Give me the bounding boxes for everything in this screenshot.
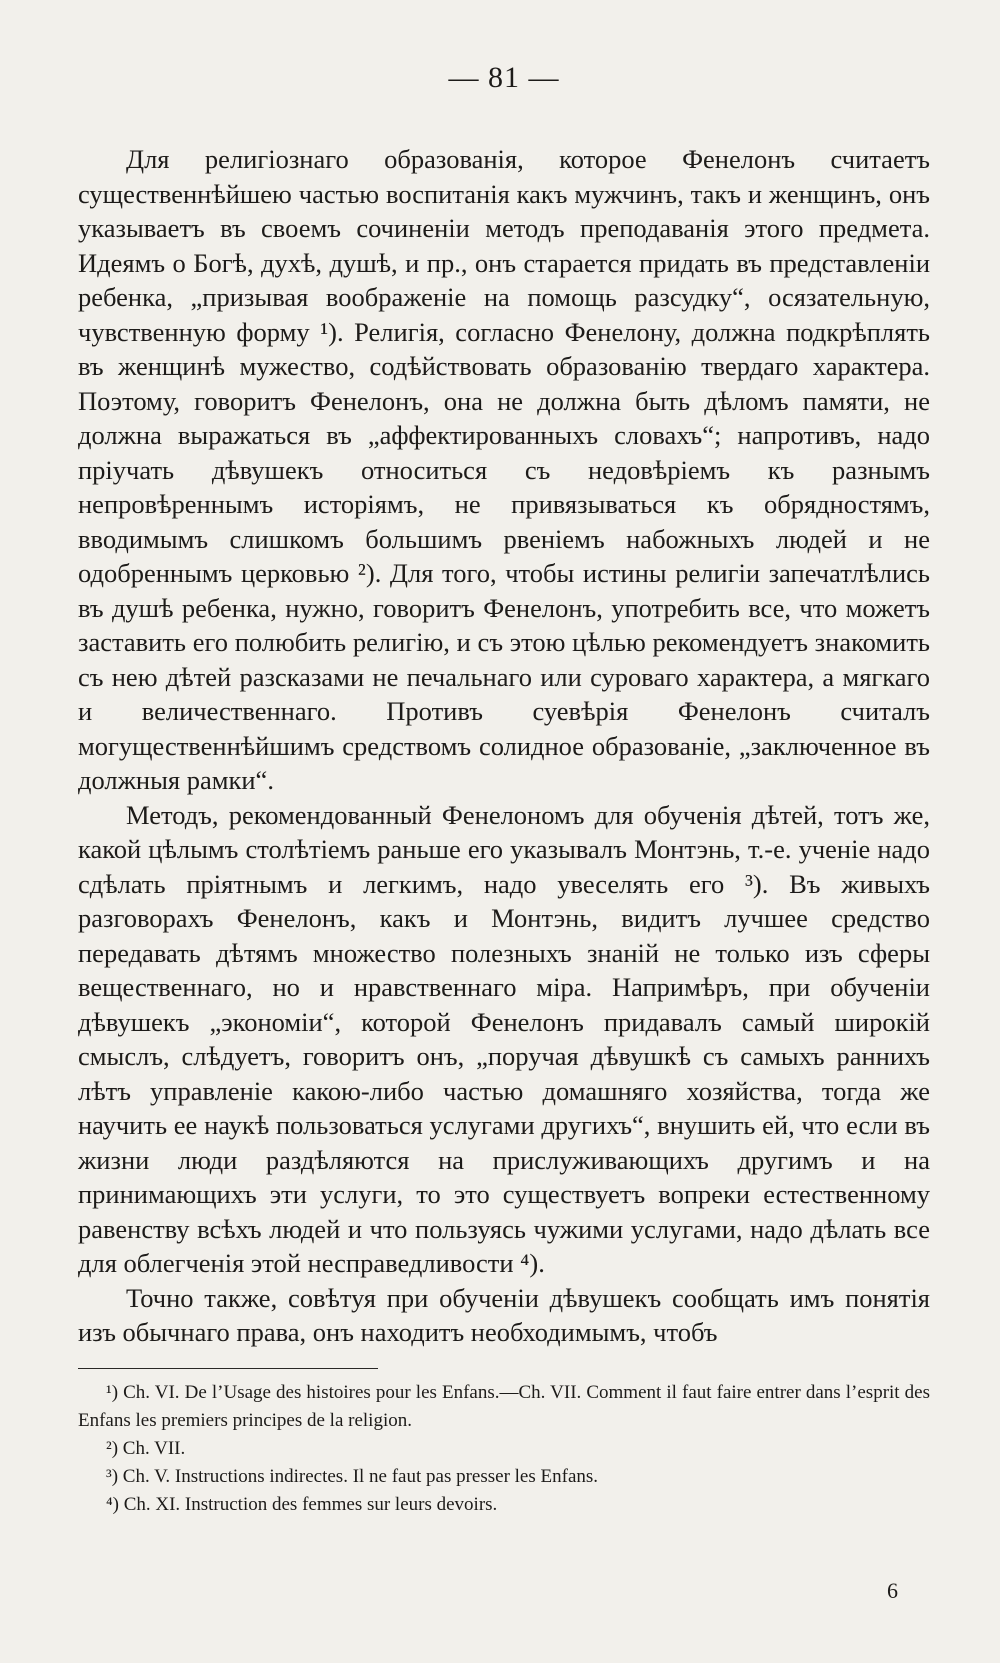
paragraph-1: Для религіознаго образованія, которое Фенелонъ считаетъ существеннѣйшею частью воспитанія какъ мужчинъ, такъ и женщинъ, онъ указываетъ въ своемъ сочиненіи методъ преподаванія этого предмета. Идеямъ о Богѣ, духѣ, душѣ, и пр., онъ старается придать въ представленіи ребенка, „призывая воображеніе на помощь разсудку“, осязательную, чувственную форму ¹). Религія, согласно Фенелону, должна подкрѣплять въ женщинѣ мужество, содѣйствовать образованію твердаго характера. Поэтому, говоритъ Фенелонъ, она не должна быть дѣломъ памяти, не должна выражаться въ „аффектированныхъ словахъ“; напротивъ, надо пріучать дѣвушекъ относиться съ недовѣріемъ къ разнымъ непровѣреннымъ исторіямъ, не привязываться къ обрядностямъ, вводимымъ слишкомъ большимъ рвеніемъ набожныхъ людей и не одобреннымъ церковью ²). Для того, чтобы истины религіи запечатлѣлись въ душѣ ребенка, нужно, говоритъ Фенелонъ, употребить все, что можетъ заставить его полюбить религію, и съ этою цѣлью рекомендуетъ знакомить съ нею дѣтей разсказами не печальнаго или суроваго характера, а мягкаго и величественнаго. Противъ суевѣрія Фенелонъ считалъ могущественнѣйшимъ средствомъ солидное образованіе, „заключенное въ должныя рамки“. [78, 144, 930, 795]
signature-mark: 6 [887, 1578, 898, 1603]
footnote-4: ⁴) Ch. XI. Instruction des femmes sur leurs devoirs. [106, 1493, 498, 1515]
main-text [78, 142, 930, 1350]
footnote-2: ²) Ch. VII. [106, 1437, 186, 1459]
footnote-1: ¹) Ch. VI. De l’Usage des histoires pour les Enfans.—Ch. VII. Comment il faut faire entrer dans l’esprit des Enfans les premiers principes de la religion. [78, 1381, 930, 1431]
paragraph-3: Точно также, совѣтуя при обученіи дѣвушекъ сообщать имъ понятія изъ обычнаго права, онъ находитъ необходимымъ, чтобъ [78, 1282, 930, 1347]
footnote-divider [78, 1368, 378, 1369]
footnotes [78, 1379, 930, 1519]
page-number: — 81 — [448, 61, 560, 94]
paragraph-2: Методъ, рекомендованный Фенелономъ для обученія дѣтей, тотъ же, какой цѣлымъ столѣтіемъ раньше его указывалъ Монтэнь, т.-е. ученіе надо сдѣлать пріятнымъ и легкимъ, надо увеселять его ³). Въ живыхъ разговорахъ Фенелонъ, какъ и Монтэнь, видитъ лучшее средство передавать дѣтямъ множество полезныхъ знаній не только изъ сферы вещественнаго, но и нравственнаго міра. Напримѣръ, при обученіи дѣвушекъ „экономіи“, которой Фенелонъ придавалъ самый широкій смыслъ, слѣдуетъ, говоритъ онъ, „поручая дѣвушкѣ съ самыхъ раннихъ лѣтъ управленіе какою-либо частью домашняго хозяйства, тогда же научить ее наукѣ пользоваться услугами другихъ“, внушить ей, что если въ жизни люди раздѣляются на прислуживающихъ другимъ и на принимающихъ эти услуги, то это существуетъ вопреки естественному равенству всѣхъ людей и что пользуясь чужими услугами, надо дѣлать все для облегченія этой несправедливости ⁴). [78, 799, 930, 1278]
footnote-3: ³) Ch. V. Instructions indirectes. Il ne faut pas presser les Enfans. [106, 1465, 599, 1487]
